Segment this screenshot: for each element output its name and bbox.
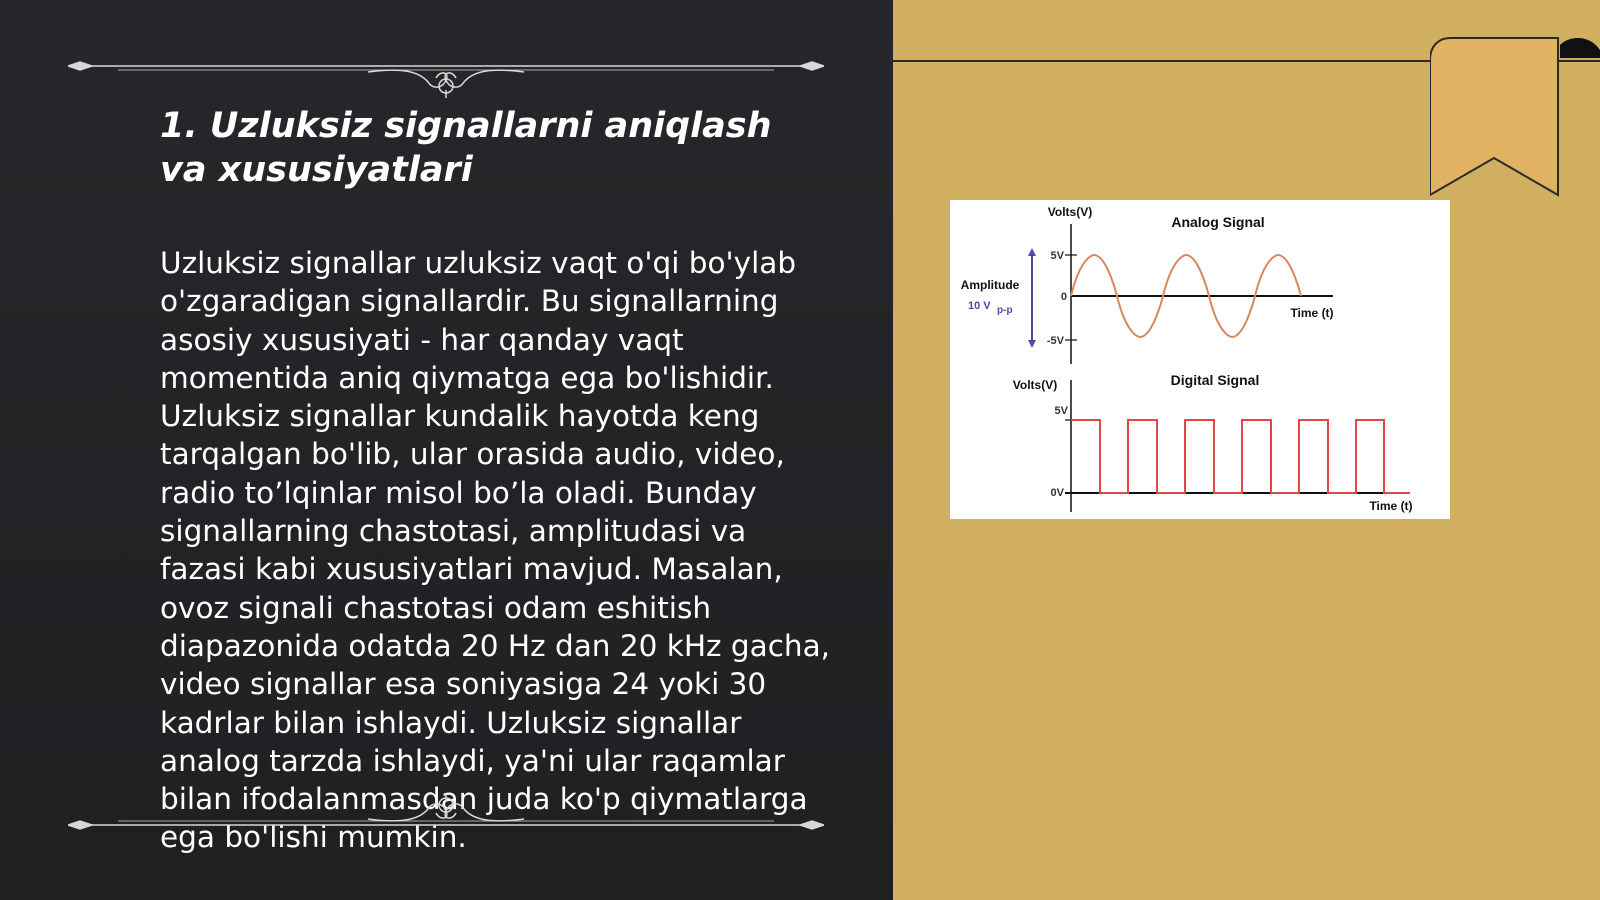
analog-tick-5v: 5V [1050, 250, 1064, 262]
amplitude-subscript: p-p [997, 305, 1013, 316]
digital-y-axis-label: Volts(V) [1012, 378, 1058, 392]
amplitude-label: Amplitude [960, 278, 1020, 292]
signal-diagram-image [950, 200, 1450, 519]
amplitude-arrow-down-icon [1028, 340, 1036, 348]
digital-signal-title: Digital Signal [1170, 372, 1260, 388]
amplitude-value: 10 V [968, 300, 991, 312]
amplitude-arrow-up-icon [1028, 248, 1036, 256]
bookmark-ribbon-icon [1430, 30, 1600, 205]
top-ornament-divider [68, 50, 824, 100]
analog-signal-title: Analog Signal [1171, 214, 1265, 230]
analog-x-axis-label: Time (t) [1290, 306, 1334, 320]
bottom-ornament-divider [68, 790, 824, 840]
digital-tick-5v: 5V [1054, 405, 1068, 417]
slide-body-text: Uzluksiz signallar uzluksiz vaqt o'qi bo'ylab o'zgaradigan signallardir. Bu signallarning asosiy xususiyati - har qanday vaqt momentida aniq qiymatga ega bo'lishidir. Uzluksiz signallar kundalik hayotda keng tarqalgan bo'lib, ular orasida audio, video, radio to’lqinlar misol bo’la oladi. Bunday signallarning chastotasi, amplitudasi va fazasi kabi xususiyatlari mavjud. Masalan, ovoz signali chastotasi odam eshitish diapazonida odatda 20 Hz dan 20 kHz gacha, video signallar esa soniyasiga 24 yoki 30 kadrlar bilan ishlaydi. Uzluksiz signallar analog tarzda ishlaydi, ya'ni ular raqamlar bilan ifodalanmasdan juda ko'p qiymatlarga ega bo'lishi mumkin. [160, 246, 831, 855]
analog-tick-neg5v: -5V [1046, 335, 1064, 347]
slide-title: 1. Uzluksiz signallarni aniqlash va xususiyatlari [160, 106, 772, 190]
analog-tick-0: 0 [1060, 291, 1067, 303]
digital-tick-0v: 0V [1050, 487, 1064, 499]
analog-y-axis-label: Volts(V) [1047, 205, 1093, 219]
digital-x-axis-label: Time (t) [1369, 499, 1413, 513]
digital-square-wave [1071, 420, 1410, 493]
